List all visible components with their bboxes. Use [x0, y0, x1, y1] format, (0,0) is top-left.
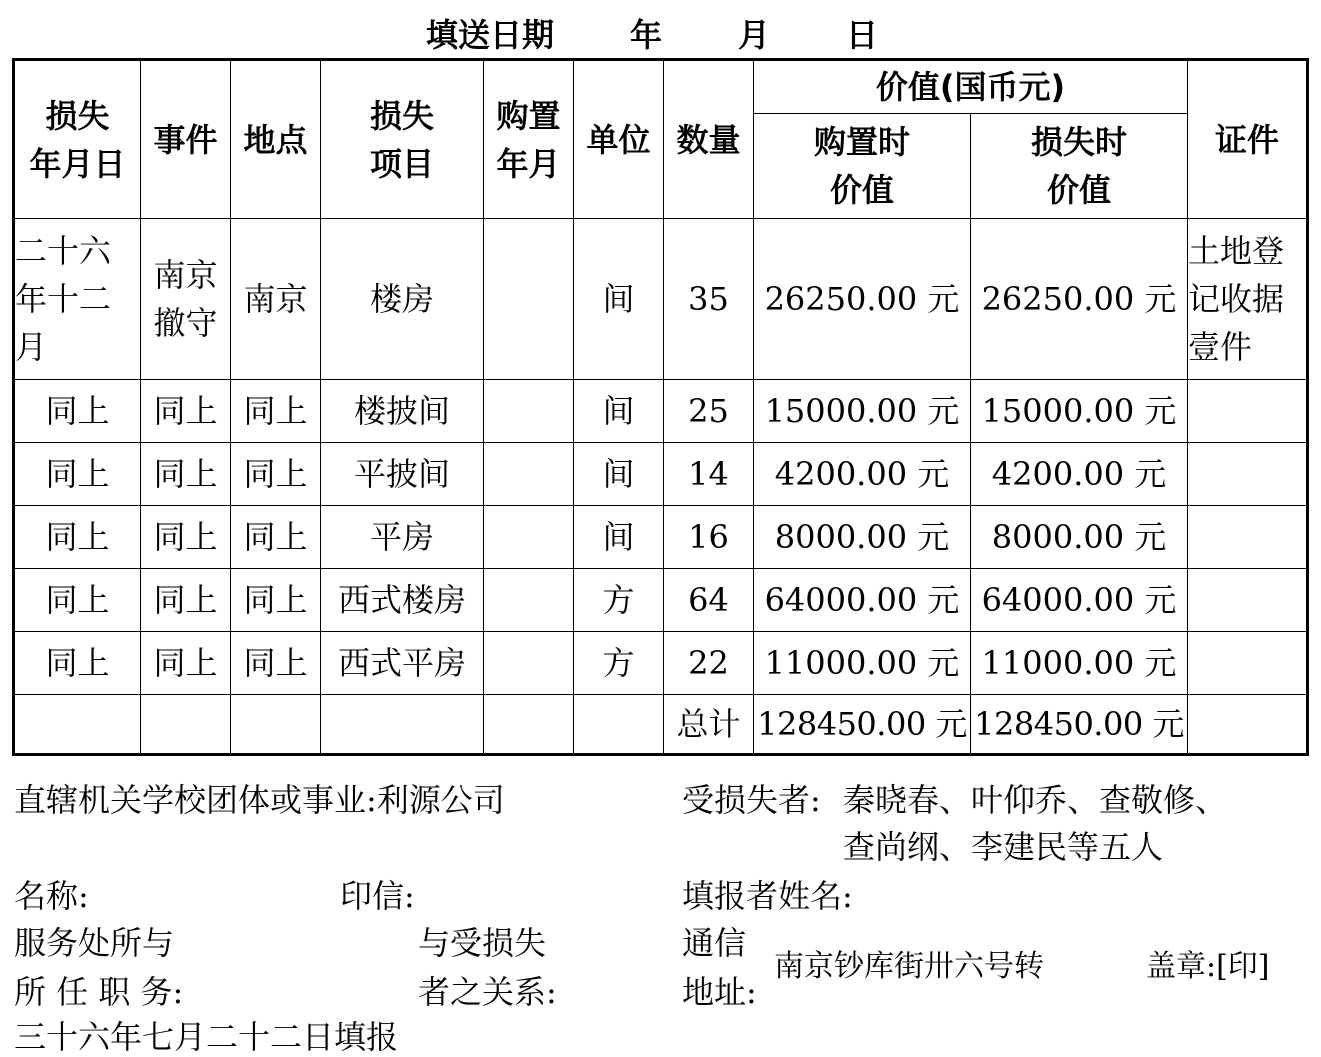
cell-loss-item: 西式楼房: [321, 569, 484, 632]
header-quantity: 数量: [664, 60, 754, 219]
table-row: [14, 443, 1308, 506]
cell-event: 同上: [141, 632, 231, 695]
total-purchase-value: 128450.00 元: [754, 695, 971, 755]
header-certificate: 证件: [1188, 60, 1308, 219]
cell-loss-value: 26250.00 元: [971, 219, 1188, 380]
cell-unit: 间: [574, 380, 664, 443]
total-loss-value: 128450.00 元: [971, 695, 1188, 755]
cell-loss-value: 15000.00 元: [971, 380, 1188, 443]
header-row: [14, 60, 1308, 114]
cell-unit: 间: [574, 443, 664, 506]
header-unit: 单位: [574, 60, 664, 219]
cell-event: 同上: [141, 506, 231, 569]
cell-event: 同上: [141, 569, 231, 632]
header-value-at-purchase: 购置时 价值: [754, 114, 971, 219]
cell-loss-item: 西式平房: [321, 632, 484, 695]
cell-loss-item: 平房: [321, 506, 484, 569]
header-location: 地点: [231, 60, 321, 219]
relation-line-2: 者之关系:: [418, 973, 557, 1011]
cell-loss-value: 4200.00 元: [971, 443, 1188, 506]
table-row: [14, 380, 1308, 443]
cell-purchase-date: [484, 569, 574, 632]
cell-location: 同上: [231, 380, 321, 443]
cell-quantity: 14: [664, 443, 754, 506]
service-line-1: 服务处所与: [14, 924, 175, 962]
seal-label: 印信:: [340, 877, 415, 915]
cell-purchase-date: [484, 380, 574, 443]
cell-loss-date: 同上: [14, 632, 141, 695]
table-row: [14, 632, 1308, 695]
cell-purchase-date: [484, 443, 574, 506]
cell-loss-date: 同上: [14, 569, 141, 632]
victim-line-2: 查尚纲、李建民等五人: [843, 828, 1164, 866]
header-purchase-date: 购置 年月: [484, 60, 574, 219]
cell-certificate: [1188, 506, 1308, 569]
cell-certificate: [1188, 443, 1308, 506]
total-row: [14, 695, 1308, 755]
cell-purchase-value: 26250.00 元: [754, 219, 971, 380]
cell-quantity: 16: [664, 506, 754, 569]
address-line-2: 地址:: [682, 973, 757, 1011]
cell-purchase-value: 64000.00 元: [754, 569, 971, 632]
cell-event: 同上: [141, 380, 231, 443]
cell-location: 同上: [231, 569, 321, 632]
stamp-label: 盖章:[印]: [1146, 949, 1270, 984]
header-value-at-loss: 损失时 价值: [971, 114, 1188, 219]
cell-event: 同上: [141, 443, 231, 506]
cell-location: 同上: [231, 506, 321, 569]
cell-loss-item: 平披间: [321, 443, 484, 506]
total-empty-cell: [14, 695, 141, 755]
day-label: 日: [846, 16, 879, 54]
address-value: 南京钞库街卅六号转: [774, 949, 1044, 984]
total-empty-cell: [231, 695, 321, 755]
cell-quantity: 22: [664, 632, 754, 695]
header-loss-date: 损失 年月日: [14, 60, 141, 219]
victim-line-1: 秦晓春、叶仰乔、查敬修、: [843, 781, 1228, 819]
table-row: [14, 506, 1308, 569]
cell-quantity: 25: [664, 380, 754, 443]
cell-loss-date: 同上: [14, 506, 141, 569]
fill-date: 三十六年七月二十二日填报: [14, 1018, 399, 1056]
cell-unit: 间: [574, 506, 664, 569]
total-empty-cell: [574, 695, 664, 755]
cell-location: 同上: [231, 443, 321, 506]
cell-loss-item: 楼房: [321, 219, 484, 380]
address-line-1: 通信: [682, 924, 747, 962]
fill-date-label: 填送日期: [426, 16, 555, 54]
total-empty-cell: [141, 695, 231, 755]
loss-table: [12, 58, 1309, 756]
cell-unit: 方: [574, 569, 664, 632]
service-line-2: 所 任 职 务:: [14, 973, 184, 1011]
relation-line-1: 与受损失: [418, 924, 547, 962]
cell-purchase-value: 11000.00 元: [754, 632, 971, 695]
cell-loss-item: 楼披间: [321, 380, 484, 443]
cell-loss-value: 11000.00 元: [971, 632, 1188, 695]
header-event: 事件: [141, 60, 231, 219]
org-value: 利源公司: [376, 781, 505, 819]
cell-purchase-date: [484, 506, 574, 569]
month-label: 月: [738, 16, 771, 54]
header-loss-item: 损失 项目: [321, 60, 484, 219]
cell-purchase-value: 8000.00 元: [754, 506, 971, 569]
cell-event: 南京 撤守: [141, 219, 231, 380]
cell-loss-date: 同上: [14, 380, 141, 443]
name-label: 名称:: [14, 877, 89, 915]
total-empty-cell: [321, 695, 484, 755]
table-row: [14, 219, 1308, 380]
table-row: [14, 569, 1308, 632]
cell-loss-date: 同上: [14, 443, 141, 506]
cell-purchase-date: [484, 632, 574, 695]
cell-purchase-value: 4200.00 元: [754, 443, 971, 506]
cell-certificate: [1188, 632, 1308, 695]
org-label: 直辖机关学校团体或事业:: [14, 781, 377, 819]
victim-label: 受损失者:: [682, 781, 821, 819]
cell-loss-date: 二十六 年十二 月: [14, 219, 141, 380]
total-label: 总计: [664, 695, 754, 755]
cell-purchase-value: 15000.00 元: [754, 380, 971, 443]
cell-quantity: 64: [664, 569, 754, 632]
cell-certificate: [1188, 569, 1308, 632]
total-empty-cell: [1188, 695, 1308, 755]
cell-loss-value: 8000.00 元: [971, 506, 1188, 569]
header-value-group: 价值(国币元): [754, 60, 1188, 114]
reporter-label: 填报者姓名:: [682, 877, 853, 915]
year-label: 年: [630, 16, 663, 54]
cell-quantity: 35: [664, 219, 754, 380]
cell-location: 同上: [231, 632, 321, 695]
cell-loss-value: 64000.00 元: [971, 569, 1188, 632]
total-empty-cell: [484, 695, 574, 755]
cell-certificate: [1188, 380, 1308, 443]
cell-unit: 方: [574, 632, 664, 695]
org-line: [14, 780, 505, 820]
cell-purchase-date: [484, 219, 574, 380]
cell-unit: 间: [574, 219, 664, 380]
form-title: [426, 10, 878, 56]
cell-certificate: 土地登 记收据 壹件: [1188, 219, 1308, 380]
cell-location: 南京: [231, 219, 321, 380]
